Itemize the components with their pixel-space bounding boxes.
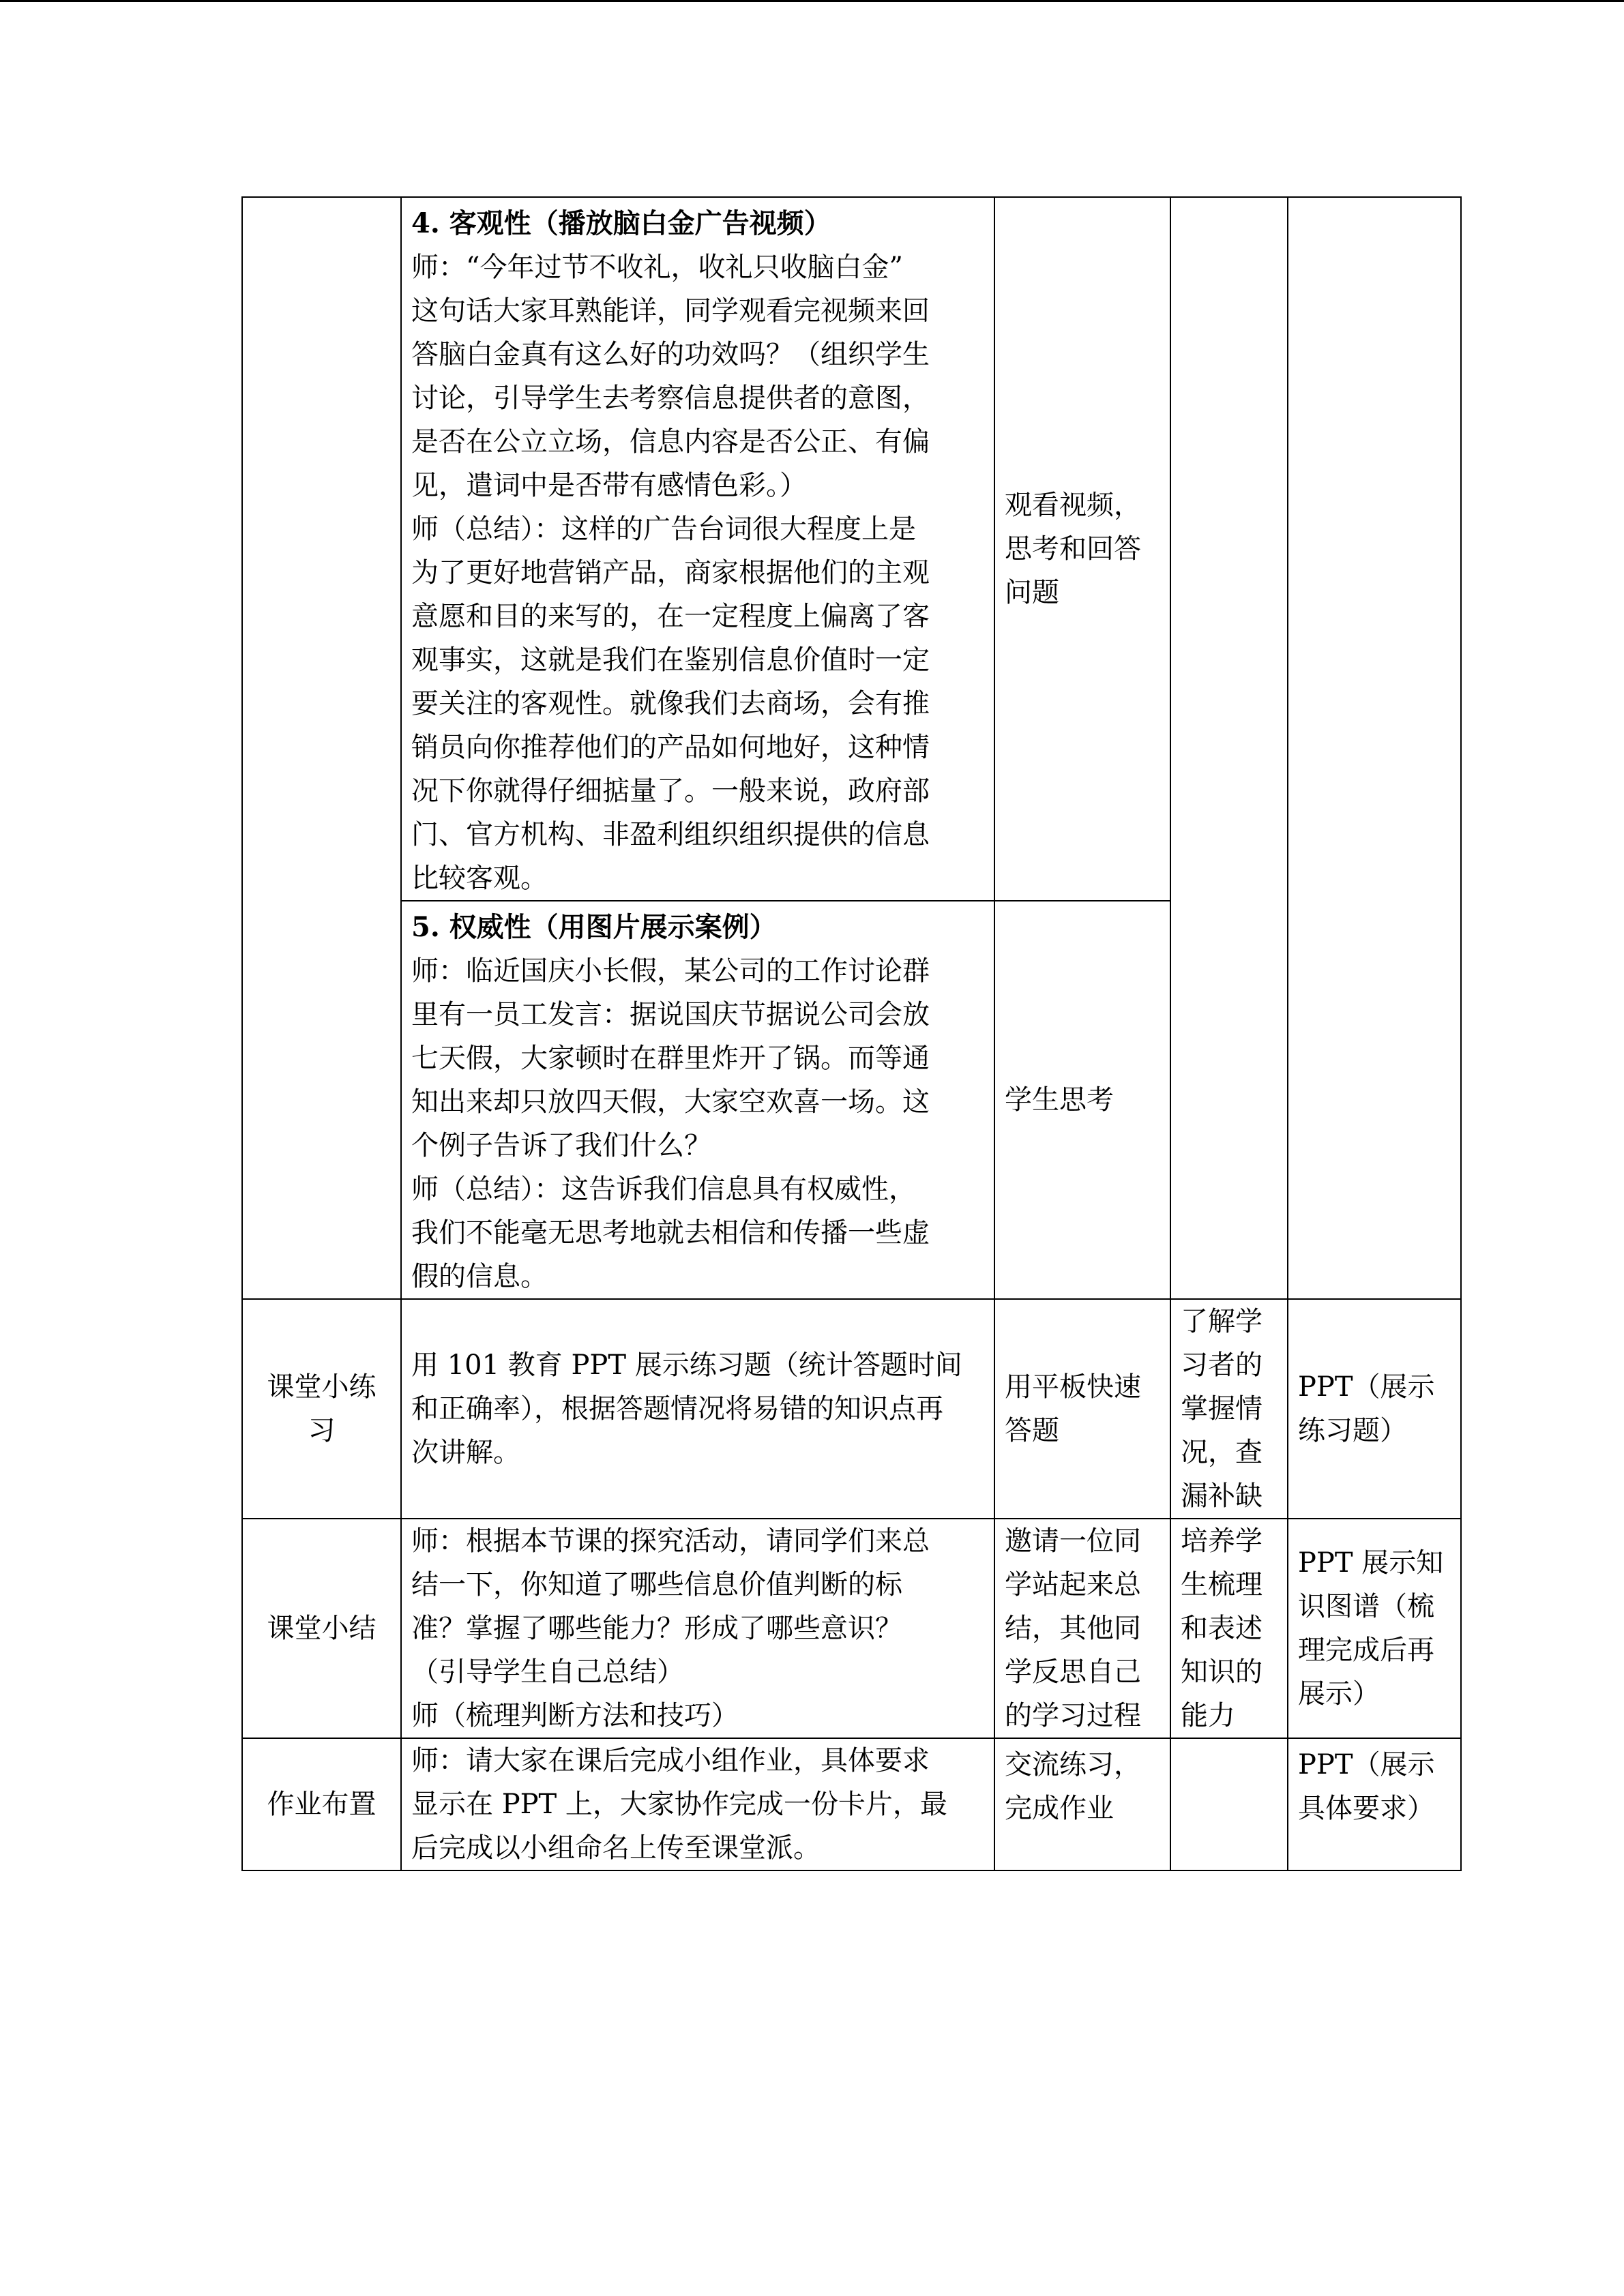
student-activity-summary <box>994 1519 1170 1738</box>
intent-cell-empty <box>1170 197 1288 1299</box>
text-line: 理完成后再 <box>1298 1635 1434 1666</box>
text-line: 师：“今年过节不收礼，收礼只收脑白金” <box>411 252 903 283</box>
text-line: 问题 <box>1005 577 1059 608</box>
text-line: 销员向你推荐他们的产品如何地好，这种情 <box>411 732 930 763</box>
text-line: 思考和回答 <box>1005 533 1141 565</box>
intent-cell-summary <box>1170 1519 1288 1738</box>
stage-cell-homework <box>242 1738 401 1870</box>
text-line: 知出来却只放四天假，大家空欢喜一场。这 <box>411 1086 930 1118</box>
text-line: 比较客观。 <box>411 863 548 894</box>
text-line: 假的信息。 <box>411 1261 548 1292</box>
text-line: 邀请一位同 <box>1005 1525 1141 1557</box>
text-line: 和表述 <box>1181 1613 1263 1644</box>
text-line: 要关注的客观性。就像我们去商场，会有推 <box>411 688 930 719</box>
text-line: 培养学 <box>1181 1525 1263 1557</box>
text-line: 练习题） <box>1298 1415 1407 1446</box>
teacher-activity-summary <box>401 1519 994 1738</box>
text-line: 完成作业 <box>1005 1793 1114 1824</box>
text-line: 师（总结）：这告诉我们信息具有权威性， <box>411 1174 916 1205</box>
text-line: 讨论，引导学生去考察信息提供者的意图， <box>411 383 930 414</box>
teacher-activity-homework <box>401 1738 994 1870</box>
text-line: 结，其他同 <box>1005 1613 1141 1644</box>
stage-cell-summary <box>242 1519 401 1738</box>
table-row-summary <box>242 1519 1461 1738</box>
text-line: 况，查 <box>1181 1437 1263 1468</box>
text-line: 用 101 教育 PPT 展示练习题（统计答题时间 <box>411 1350 962 1381</box>
student-activity-authority <box>994 901 1170 1299</box>
text-line: 习者的 <box>1181 1350 1263 1381</box>
text-line: 观看视频， <box>1005 490 1141 521</box>
text-line: 展示） <box>1298 1678 1380 1710</box>
text-line: 交流练习， <box>1005 1749 1141 1780</box>
text-line: 答脑白金真有这么好的功效吗？（组织学生 <box>411 339 930 370</box>
lesson-plan-table <box>241 196 1462 1871</box>
text-line: 用平板快速 <box>1005 1371 1141 1403</box>
teacher-activity-objectivity <box>401 197 994 901</box>
text-line: PPT（展示 <box>1298 1371 1435 1403</box>
section-heading-objectivity: 4. 客观性（播放脑白金广告视频） <box>411 207 831 239</box>
text-line: 学站起来总 <box>1005 1569 1141 1600</box>
text-line: 具体要求） <box>1298 1793 1434 1824</box>
stage-cell-practice <box>242 1299 401 1519</box>
text-line: 习 <box>308 1415 336 1446</box>
text-line: 课堂小结 <box>267 1613 377 1644</box>
text-line: 学反思自己 <box>1005 1656 1141 1688</box>
text-line: 结一下，你知道了哪些信息价值判断的标 <box>411 1569 902 1600</box>
teacher-activity-authority <box>401 901 994 1299</box>
page-top-border <box>0 0 1624 2</box>
table-row-objectivity <box>242 197 1461 901</box>
media-cell-empty <box>1288 197 1461 1299</box>
text-line: 后完成以小组命名上传至课堂派。 <box>411 1832 821 1864</box>
text-line: 作业布置 <box>267 1789 377 1820</box>
text-line: 里有一员工发言：据说国庆节据说公司会放 <box>411 999 930 1030</box>
text-line: 课堂小练 <box>267 1371 377 1403</box>
text-line: 识图谱（梳 <box>1298 1591 1434 1622</box>
student-activity-homework <box>994 1738 1170 1870</box>
text-line: 掌握情 <box>1181 1393 1263 1425</box>
text-line: 能力 <box>1181 1700 1235 1731</box>
student-activity-practice <box>994 1299 1170 1519</box>
text-line: 生梳理 <box>1181 1569 1263 1600</box>
text-line: 师（梳理判断方法和技巧） <box>411 1700 739 1731</box>
text-line: 了解学 <box>1181 1306 1263 1337</box>
text-line: 为了更好地营销产品，商家根据他们的主观 <box>411 557 930 588</box>
text-line: 次讲解。 <box>411 1437 520 1468</box>
text-line: 师：临近国庆小长假，某公司的工作讨论群 <box>411 955 930 987</box>
text-line: 师：根据本节课的探究活动，请同学们来总 <box>411 1525 930 1557</box>
text-line: 准？掌握了哪些能力？形成了哪些意识？ <box>411 1613 902 1644</box>
text-line: PPT（展示 <box>1298 1749 1435 1780</box>
text-line: PPT 展示知 <box>1298 1547 1444 1579</box>
text-line: 个例子告诉了我们什么？ <box>411 1130 711 1161</box>
text-line: 见，遣词中是否带有感情色彩。） <box>411 470 807 501</box>
text-line: 师：请大家在课后完成小组作业，具体要求 <box>411 1745 930 1776</box>
table-row-practice <box>242 1299 1461 1519</box>
table-row-homework <box>242 1738 1461 1870</box>
text-line: 七天假，大家顿时在群里炸开了锅。而等通 <box>411 1043 930 1074</box>
student-activity-objectivity <box>994 197 1170 901</box>
teacher-activity-practice <box>401 1299 994 1519</box>
media-cell-summary <box>1288 1519 1461 1738</box>
media-cell-homework <box>1288 1738 1461 1870</box>
text-line: 观事实，这就是我们在鉴别信息价值时一定 <box>411 644 930 676</box>
text-line: 我们不能毫无思考地就去相信和传播一些虚 <box>411 1217 930 1249</box>
text-line: 意愿和目的来写的，在一定程度上偏离了客 <box>411 601 930 632</box>
text-line: 这句话大家耳熟能详，同学观看完视频来回 <box>411 295 930 327</box>
media-cell-practice <box>1288 1299 1461 1519</box>
section-heading-authority: 5. 权威性（用图片展示案例） <box>411 911 777 943</box>
text-line: 和正确率），根据答题情况将易错的知识点再 <box>411 1393 943 1425</box>
text-line: 师（总结）：这样的广告台词很大程度上是 <box>411 513 916 545</box>
text-line: 知识的 <box>1181 1656 1263 1688</box>
text-line: 是否在公立立场，信息内容是否公正、有偏 <box>411 426 930 458</box>
text-line: 学生思考 <box>1005 1084 1114 1116</box>
text-line: 显示在 PPT 上，大家协作完成一份卡片，最 <box>411 1789 947 1820</box>
intent-cell-practice <box>1170 1299 1288 1519</box>
stage-cell-empty <box>242 197 401 1299</box>
text-line: 门、官方机构、非盈利组织组织提供的信息 <box>411 819 930 850</box>
text-line: 答题 <box>1005 1415 1059 1446</box>
text-line: 的学习过程 <box>1005 1700 1141 1731</box>
text-line: 漏补缺 <box>1181 1480 1263 1512</box>
text-line: 况下你就得仔细掂量了。一般来说，政府部 <box>411 775 930 807</box>
intent-cell-homework <box>1170 1738 1288 1870</box>
text-line: （引导学生自己总结） <box>411 1656 684 1688</box>
